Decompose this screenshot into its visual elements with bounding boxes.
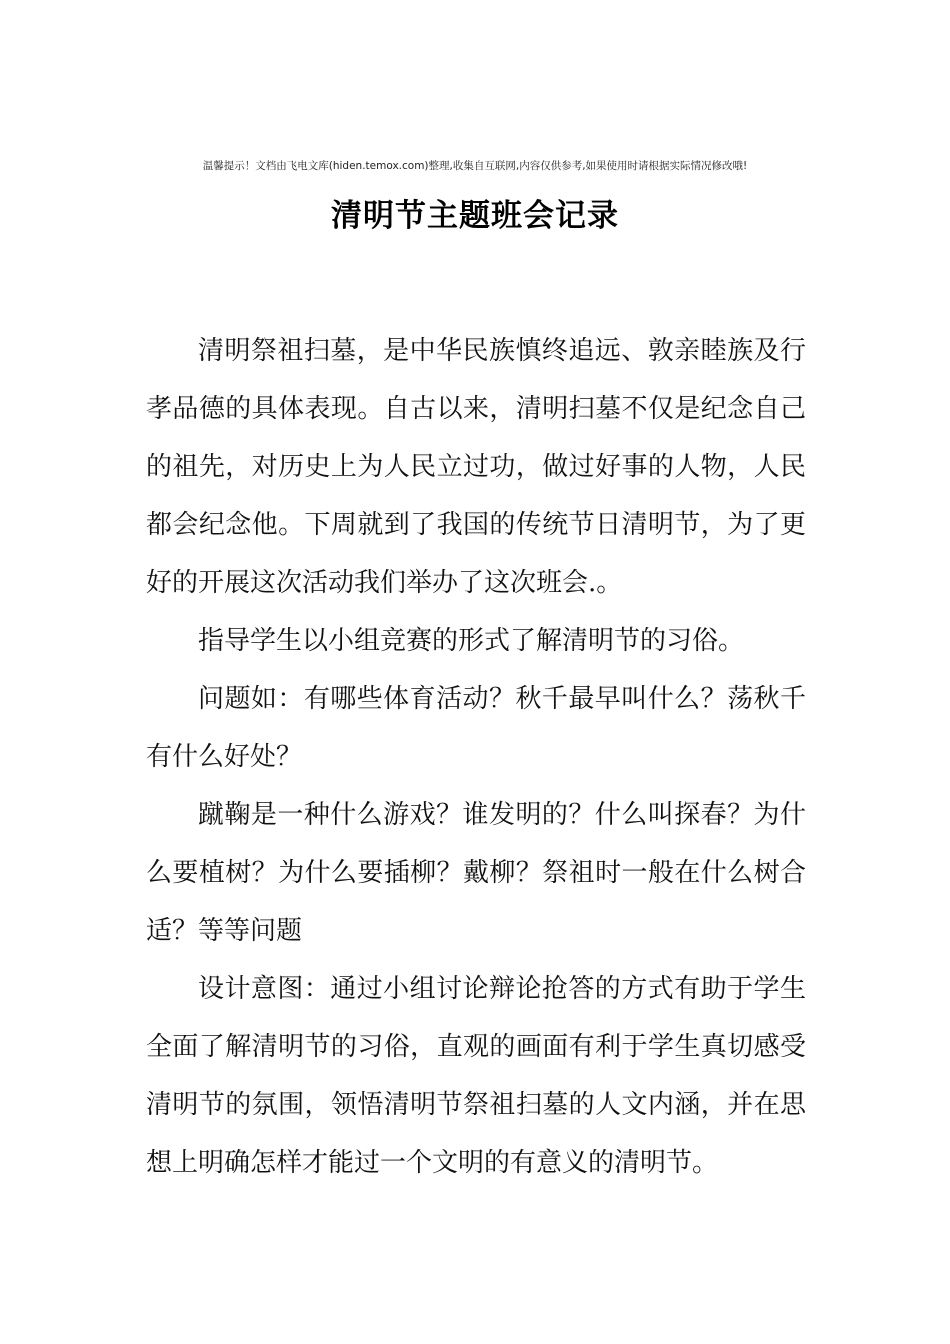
document-title: 清明节主题班会记录 — [331, 198, 619, 234]
paragraph-more-questions: 蹴鞠是一种什么游戏？谁发明的？什么叫探春？为什么要植树？为什么要插柳？戴柳？祭祖时一般在什么树合适？等等问题 — [146, 800, 806, 946]
document-body — [146, 322, 806, 1192]
paragraph-questions: 问题如：有哪些体育活动？秋千最早叫什么？荡秋千有什么好处？ — [146, 684, 806, 772]
paragraph-design-intent: 设计意图：通过小组讨论辩论抢答的方式有助于学生全面了解清明节的习俗，直观的画面有利于学生真切感受清明节的氛围，领悟清明节祭祖扫墓的人文内涵，并在思想上明确怎样才能过一个文明的有意义的清明节。 — [146, 974, 806, 1178]
paragraph-guidance: 指导学生以小组竞赛的形式了解清明节的习俗。 — [198, 626, 745, 656]
paragraph-intro: 清明祭祖扫墓，是中华民族慎终追远、敦亲睦族及行孝品德的具体表现。自古以来，清明扫墓不仅是纪念自己的祖先，对历史上为人民立过功，做过好事的人物，人民都会纪念他。下周就到了我国的传统节日清明节，为了更好的开展这次活动我们举办了这次班会.。 — [146, 336, 806, 598]
header-notice: 温馨提示！文档由飞电文库(hiden.temox.com)整理,收集自互联网,内容仅供参考,如果使用时请根据实际情况修改哦! — [202, 160, 748, 172]
